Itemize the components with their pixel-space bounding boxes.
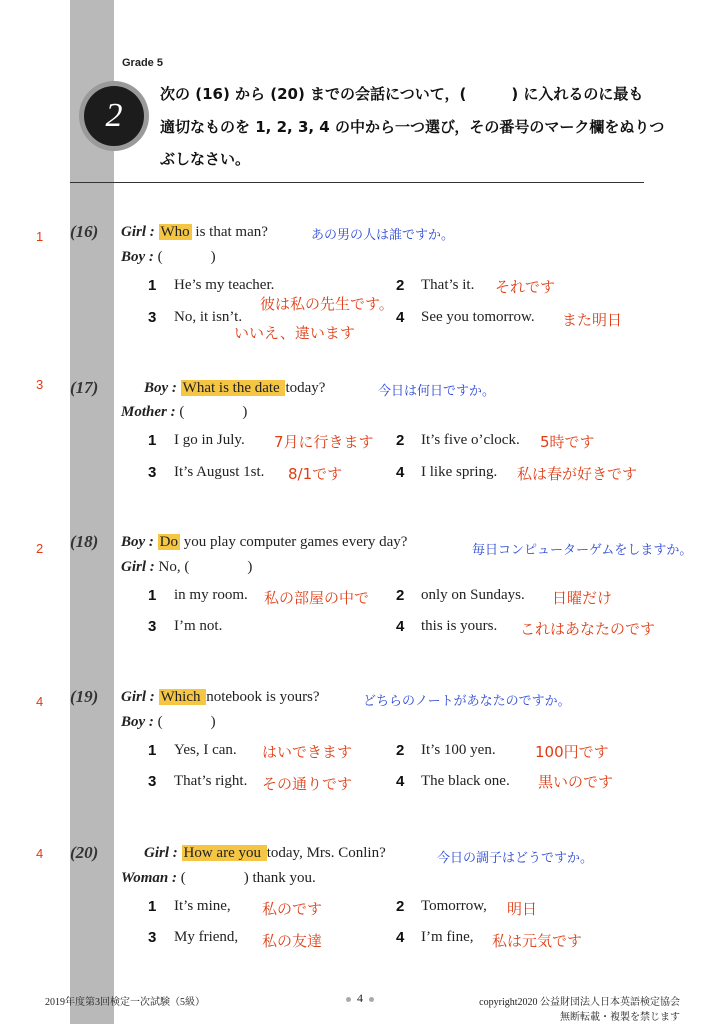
option-number: 2 [396, 587, 405, 604]
option-text: Tomorrow, [421, 898, 487, 914]
question-number-16: (16) [70, 222, 99, 241]
question-17-line-1 [144, 380, 325, 397]
option-text: No, it isn’t. [174, 309, 243, 325]
instruction-line-3: ぶしなさい。 [160, 150, 251, 168]
left-gray-bar [70, 0, 114, 1024]
speaker-label: Girl : [121, 559, 155, 575]
question-text: today? [285, 380, 326, 396]
question-number-17: (17) [70, 378, 99, 397]
question-18-line-2: Girl : No, ( ) [121, 559, 253, 575]
speaker-label: Girl : [121, 689, 155, 705]
option-text: I go in July. [174, 432, 245, 448]
option-number: 2 [396, 277, 405, 294]
highlight-text: How are you [183, 845, 265, 861]
option-translation: 私は春が好きです [517, 465, 638, 483]
option-translation: その通りです [262, 775, 353, 793]
option-text: I like spring. [421, 464, 498, 480]
speaker-label: Girl : [121, 224, 155, 240]
question-16-translation: あの男の人は誰ですか。 [311, 228, 455, 243]
option-text: It’s 100 yen. [421, 742, 496, 758]
question-20-translation: 今日の調子はどうですか。 [437, 851, 594, 866]
option-translation: 明日 [507, 900, 538, 918]
question-number-19: (19) [70, 687, 99, 706]
option-text: I’m not. [174, 618, 223, 634]
option-translation: はいできます [262, 743, 353, 761]
option-number: 4 [396, 773, 405, 790]
speaker-label: Mother : [121, 404, 176, 420]
option-number: 4 [396, 309, 405, 326]
page-number-text: 4 [357, 991, 363, 1005]
option-number: 3 [148, 309, 157, 326]
side-answer-17: 3 [36, 377, 44, 392]
question-text: today, Mrs. Conlin? [266, 845, 386, 861]
highlight-text: Which [160, 689, 205, 705]
question-19-translation: どちらのノートがあなたのですか。 [363, 694, 571, 709]
instruction-line-2: 適切なものを 1, 2, 3, 4 の中から一つ選び，その番号のマーク欄をぬりつ [160, 118, 665, 136]
speaker-label: Boy : [121, 714, 154, 730]
question-18-line-1 [121, 534, 407, 551]
copyright-line-2: 無断転載・複製を禁じます [560, 1012, 680, 1023]
option-number: 1 [148, 742, 157, 759]
option-translation: 7月に行きます [274, 433, 374, 451]
option-translation: 彼は私の先生です。 [260, 295, 394, 313]
option-translation: 私の友達 [262, 932, 323, 950]
question-20-line-2: Woman : ( ) thank you. [121, 870, 316, 886]
option-number: 1 [148, 898, 157, 915]
speaker-label: Boy : [121, 534, 154, 550]
reply-suffix: thank you. [248, 870, 316, 886]
option-number: 4 [396, 929, 405, 946]
option-translation: 私の部屋の中で [264, 589, 370, 607]
question-text: you play computer games every day? [180, 534, 408, 550]
question-text: is that man? [191, 224, 268, 240]
question-20-line-1 [144, 845, 386, 862]
option-translation: それです [495, 278, 556, 296]
speaker-label: Boy : [144, 380, 177, 396]
copyright-line-1: copyright2020 公益財団法人日本英語検定協会 [479, 997, 680, 1008]
header-divider [70, 182, 644, 183]
option-translation: 100円です [535, 743, 609, 761]
footer-exam-label: 2019年度第3回検定一次試験（5級） [45, 997, 205, 1008]
option-number: 4 [396, 464, 405, 481]
grade-label: Grade 5 [122, 57, 163, 69]
option-translation: いいえ、違います [234, 324, 355, 342]
question-text: notebook is yours? [206, 689, 320, 705]
option-translation: これはあなたのです [520, 620, 656, 638]
speaker-label: Boy : [121, 249, 154, 265]
option-translation: 私のです [262, 900, 323, 918]
option-text: That’s it. [421, 277, 475, 293]
question-17-line-2: Mother : ( ) [121, 404, 248, 420]
option-text: Yes, I can. [174, 742, 237, 758]
speaker-label: Girl : [144, 845, 178, 861]
option-number: 3 [148, 773, 157, 790]
side-answer-16: 1 [36, 229, 44, 244]
section-number-badge: 2 [84, 86, 144, 146]
option-text: My friend, [174, 929, 239, 945]
highlight-text: Who [160, 224, 190, 240]
dot-icon [346, 997, 351, 1002]
option-number: 3 [148, 618, 157, 635]
question-17-translation: 今日は何日ですか。 [378, 384, 496, 399]
question-19-line-1 [121, 689, 320, 706]
footer-copyright [470, 993, 680, 1023]
side-answer-19: 4 [36, 694, 44, 709]
option-text: See you tomorrow. [421, 309, 535, 325]
option-translation: また明日 [562, 311, 623, 329]
instruction-line-1: 次の (16) から (20) までの会話について，( ) に入れるのに最も [160, 85, 644, 103]
option-text: The black one. [421, 773, 510, 789]
question-number-20: (20) [70, 843, 99, 862]
option-text: It’s August 1st. [174, 464, 265, 480]
highlight-text: What is the date [182, 380, 284, 396]
option-text: It’s mine, [174, 898, 231, 914]
option-number: 2 [396, 432, 405, 449]
question-number-18: (18) [70, 532, 99, 551]
option-number: 1 [148, 432, 157, 449]
option-translation: 私は元気です [492, 932, 583, 950]
option-text: That’s right. [174, 773, 248, 789]
question-16-line-1 [121, 224, 268, 241]
speaker-label: Woman : [121, 870, 177, 886]
reply-prefix: No, ( [158, 559, 190, 575]
question-18-translation: 毎日コンピューターゲムをしますか。 [472, 543, 693, 558]
side-answer-18: 2 [36, 541, 44, 556]
option-text: in my room. [174, 587, 248, 603]
page-number [340, 991, 380, 1006]
option-number: 1 [148, 277, 157, 294]
option-number: 3 [148, 929, 157, 946]
option-number: 1 [148, 587, 157, 604]
option-text: It’s five o’clock. [421, 432, 520, 448]
dot-icon [369, 997, 374, 1002]
option-text: only on Sundays. [421, 587, 525, 603]
question-19-line-2: Boy : ( ) [121, 714, 216, 730]
option-number: 2 [396, 898, 405, 915]
option-number: 4 [396, 618, 405, 635]
question-16-line-2: Boy : ( ) [121, 249, 216, 265]
option-text: this is yours. [421, 618, 498, 634]
option-number: 2 [396, 742, 405, 759]
option-translation: 5時です [540, 433, 595, 451]
option-translation: 黒いのです [538, 773, 614, 791]
highlight-text: Do [159, 534, 179, 550]
option-translation: 8/1です [288, 465, 343, 483]
option-text: I’m fine, [421, 929, 474, 945]
side-answer-20: 4 [36, 846, 44, 861]
option-translation: 日曜だけ [552, 589, 613, 607]
option-text: He’s my teacher. [174, 277, 275, 293]
option-number: 3 [148, 464, 157, 481]
